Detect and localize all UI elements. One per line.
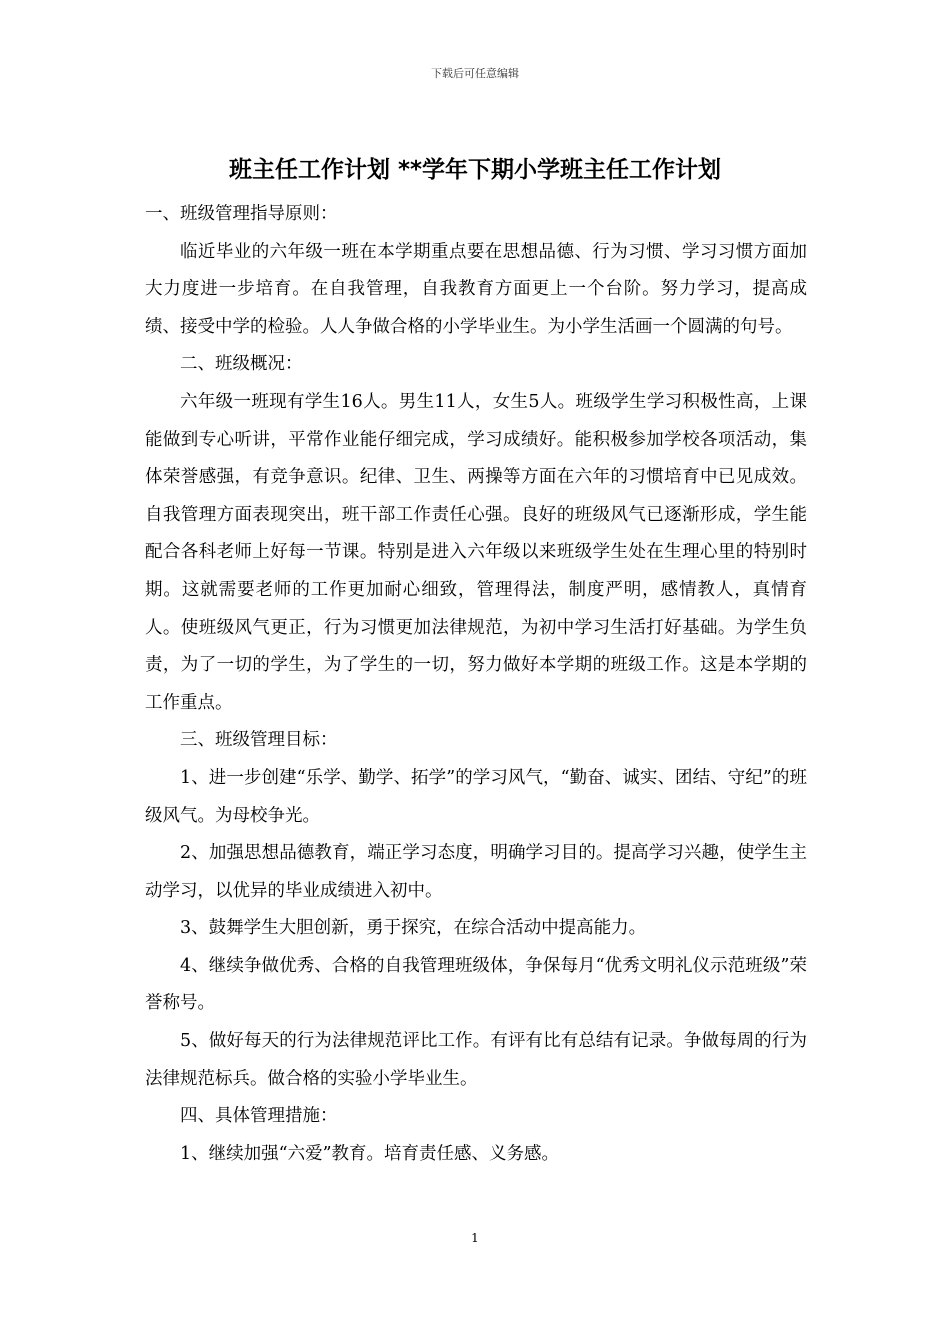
section-heading-4: 四、具体管理措施：	[180, 1106, 338, 1127]
goal-item-2: 2、加强思想品德教育，端正学习态度，明确学习目的。提高学习兴趣，使学生主动学习，以优异的毕业成绩进入初中。	[145, 843, 807, 901]
section-heading-3: 三、班级管理目标：	[180, 730, 338, 751]
section-heading-2: 二、班级概况：	[180, 354, 303, 375]
document-title: 班主任工作计划 **学年下期小学班主任工作计划	[228, 157, 722, 183]
goal-item-3: 3、鼓舞学生大胆创新，勇于探究，在综合活动中提高能力。	[180, 918, 647, 939]
goal-item-4: 4、继续争做优秀、合格的自我管理班级体，争保每月“优秀文明礼仪示范班级”荣誉称号。	[145, 955, 807, 1014]
measure-item-1: 1、继续加强“六爱”教育。培育责任感、义务感。	[180, 1143, 560, 1164]
page-header-note: 下载后可任意编辑	[431, 67, 519, 80]
goal-item-1: 1、进一步创建“乐学、勤学、拓学”的学习风气，“勤奋、诚实、团结、守纪”的班级风气。为母校争光。	[145, 767, 807, 826]
section-heading-1: 一、班级管理指导原则：	[145, 204, 338, 224]
goal-item-5: 5、做好每天的行为法律规范评比工作。有评有比有总结有记录。争做每周的行为法律规范标兵。做合格的实验小学毕业生。	[145, 1031, 807, 1089]
document-body	[145, 196, 807, 1173]
paragraph: 临近毕业的六年级一班在本学期重点要在思想品德、行为习惯、学习习惯方面加大力度进一步培育。在自我管理，自我教育方面更上一个台阶。努力学习，提高成绩、接受中学的检验。人人争做合格的小学毕业生。为小学生活画一个圆满的句号。	[145, 241, 807, 337]
paragraph: 六年级一班现有学生16人。男生11人，女生5人。班级学生学习积极性高，上课能做到专心听讲，平常作业能仔细完成，学习成绩好。能积极参加学校各项活动，集体荣誉感强，有竞争意识。纪律、卫生、两操等方面在六年的习惯培育中已见成效。自我管理方面表现突出，班干部工作责任心强。良好的班级风气已逐渐形成，学生能配合各科老师上好每一节课。特别是进入六年级以来班级学生处在生理心里的特别时期。这就需要老师的工作更加耐心细致，管理得法，制度严明，感情教人，真情育人。使班级风气更正，行为习惯更加法律规范，为初中学习生活打好基础。为学生负责，为了一切的学生，为了学生的一切，努力做好本学期的班级工作。这是本学期的工作重点。	[145, 391, 807, 713]
page-number: 1	[471, 1231, 479, 1245]
